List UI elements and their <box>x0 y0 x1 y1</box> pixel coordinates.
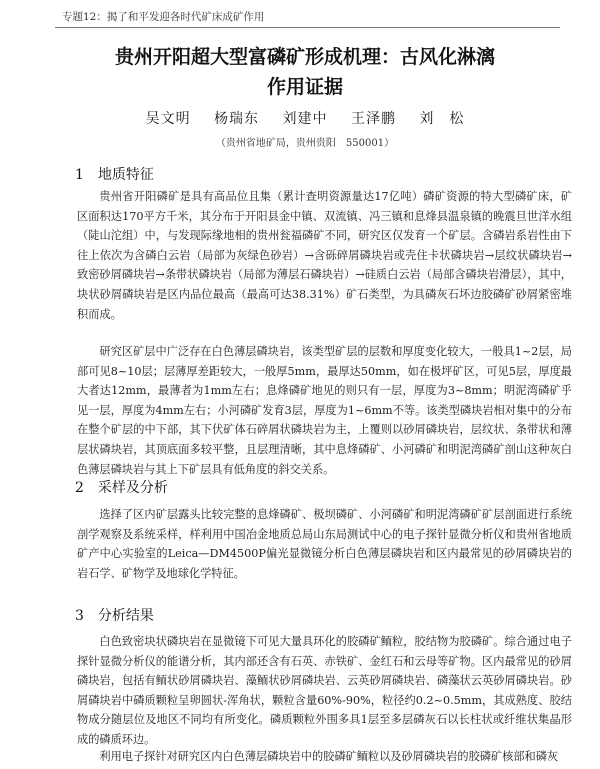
section-heading-2 <box>75 477 168 497</box>
body-paragraph: 白色致密块状磷块岩在显微镜下可见大量具环化的胶磷矿鲕粒，胶结物为胶磷矿。综合通过电子探针显微分析仪的能谱分析，其内部还含有石英、赤铁矿、金红石和云母等矿物。区内最常见的砂屑磷块岩，包括有鲕状砂屑磷块岩、藻鲕状砂屑磷块岩、云英砂屑磷块岩、磷藻状云英砂屑磷块岩。砂屑磷块岩中磷质颗粒呈卵圆状-浑角状，颗粒含量60%-90%，粒径约0.2~0.5mm，其成熟度、胶结物成分随层位及地区不同均有所变化。磷质颗粒外围多具1层至多层磷灰石以长柱状或纤维状集晶形成的磷质环边。 <box>77 635 572 746</box>
section-title: 采样及分析 <box>97 480 168 496</box>
author: 吴文明 <box>145 111 191 127</box>
body-paragraph: 利用电子探针对研究区内白色薄层磷块岩中的胶磷矿鲕粒以及砂屑磷块岩的胶磷矿核部和磷灰 <box>99 750 559 763</box>
header-rule <box>55 27 560 28</box>
body-paragraph: 选择了区内矿层露头比较完整的息烽磷矿、极坝磷矿、小河磷矿和明泥湾磷矿矿层剖面进行系统剖学观察及系统采样，样利用中国冶金地质总局山东局测试中心的电子探针显微分析仪和贵州省地质矿产中心实验室的Leica—DM4500P偏光显微镜分析白色薄层磷块岩和区内最常见的砂屑磷块岩的岩石学、矿物学及地球化学特征。 <box>77 508 572 580</box>
section-title: 分析结果 <box>97 608 154 624</box>
body-paragraph: 贵州省开阳磷矿是具有高品位且集（累计查明资源量达17亿吨）磷矿资源的特大型磷矿床，矿区面积达170平方千米，其分布于开阳县金中镇、双流镇、冯三镇和息烽县温泉镇的晚震旦世洋水组（陡山沱组）中，与发现际缘地相的贵州瓮福磷矿不同，研究区仅发育一个矿层。含磷岩系岩性由下往上依次为含磷白云岩（局部为灰绿色砂岩）→含砾碎屑磷块岩或壳住卡状磷块岩→层纹状磷块岩→致密砂屑磷块岩→条带状磷块岩（局部为薄层石磷块岩）→硅质白云岩（局部含磷块岩滑层），其中，块状砂屑磷块岩是区内品位最高（最高可达38.31%）矿石类型，为具磷灰石坏边胶磷矿砂屑紧密堆积而成。 <box>77 190 572 321</box>
author: 王泽鹏 <box>350 111 396 127</box>
section-number: 1 <box>75 167 84 183</box>
author: 刘建中 <box>282 111 328 127</box>
section-heading-3 <box>75 605 154 625</box>
body-paragraph: 研究区矿层中广泛存在白色薄层磷块岩，该类型矿层的层数和厚度变化较大，一般具1~2层，局部可见8~10层；层薄厚差距较大，一般厚5mm，最厚达50mm，如在极坪矿区，可见5层，厚度最大者达12mm，最薄者为1mm左右；息烽磷矿地见的则只有一层，厚度为3~8mm；明泥湾磷矿乎见一层，厚度为4mm左右；小河磷矿发育3层，厚度为1~6mm不等。该类型磷块岩相对集中的分布在整个矿层的中下部，其下伏矿体石碎屑状磷块岩为主，上覆则以砂屑磷块岩，层纹状、条带状和薄层状磷块岩，其顶底面多较平整，且层理清晰，其中息烽磷矿、小河磷矿和明泥湾磷矿剖山这种灰白色薄层磷块岩与其上下矿层具有低角度的斜交关系。 <box>77 345 572 476</box>
title-line-1: 贵州开阳超大型富磷矿形成机理：古风化淋漓 <box>114 46 495 68</box>
author-list <box>50 108 560 128</box>
running-header: 专题12：揭了和平发迎各时代矿床成矿作用 <box>62 11 265 23</box>
author: 刘 松 <box>419 111 465 127</box>
section-number: 2 <box>75 480 84 496</box>
affiliation: （贵州省地矿局，贵州贵阳 550001） <box>215 138 395 149</box>
author: 杨瑞东 <box>214 111 260 127</box>
title-line-2: 作用证据 <box>266 76 343 98</box>
section-heading-1 <box>75 164 154 184</box>
section-title: 地质特征 <box>97 167 154 183</box>
paper-title <box>50 42 560 102</box>
section-number: 3 <box>75 608 84 624</box>
